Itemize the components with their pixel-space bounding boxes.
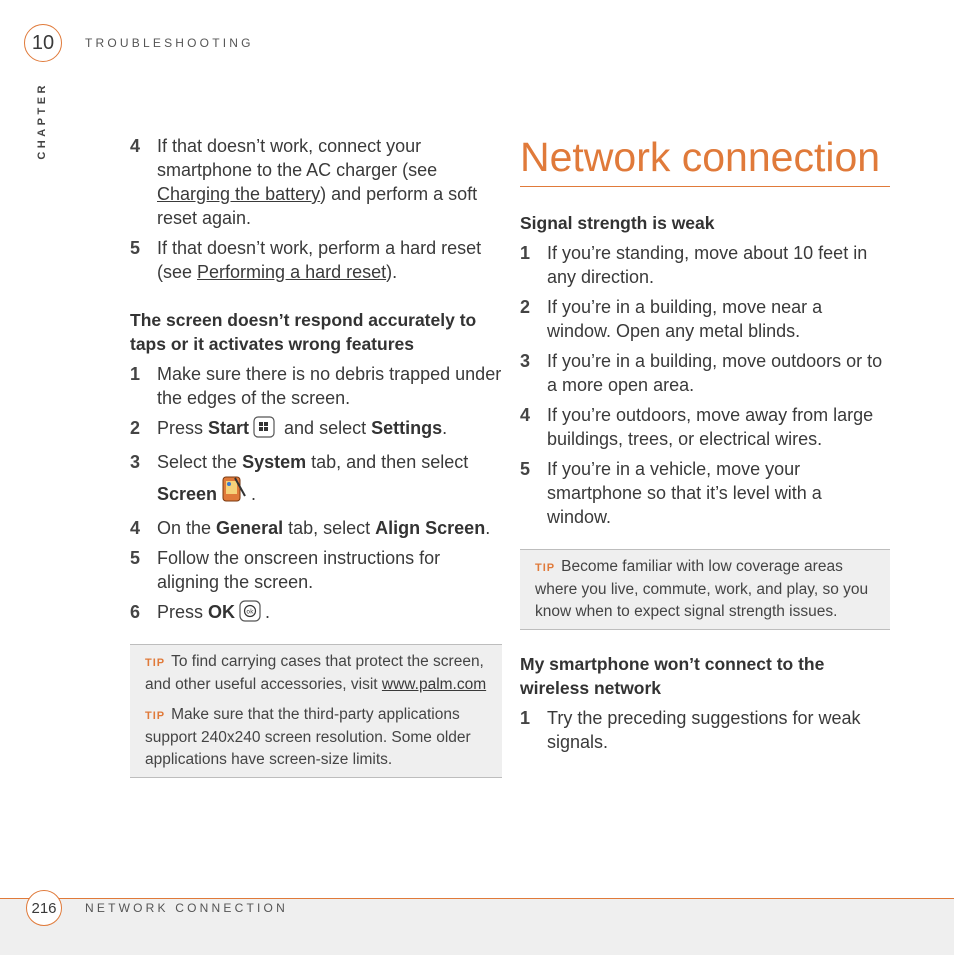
section-title: Network connection bbox=[520, 134, 890, 187]
charging-battery-link[interactable]: Charging the battery bbox=[157, 184, 321, 204]
list-item: 2 If you’re in a building, move near a window. Open any metal blinds. bbox=[520, 297, 823, 341]
step-number: 4 bbox=[130, 136, 141, 156]
list-item: 4 If you’re outdoors, move away from large buildings, trees, or electrical wires. bbox=[520, 405, 874, 449]
start-icon bbox=[253, 416, 275, 444]
list-item: 5 If that doesn’t work, perform a hard reset (see Performing a hard reset). bbox=[130, 238, 482, 282]
left-column bbox=[130, 134, 502, 778]
list-item: 1 If you’re standing, move about 10 feet in any direction. bbox=[520, 243, 868, 287]
chapter-number: 10 bbox=[31, 31, 55, 54]
right-column bbox=[520, 134, 890, 760]
step-number: 5 bbox=[130, 238, 141, 258]
hard-reset-link[interactable]: Performing a hard reset bbox=[197, 262, 387, 282]
tip: TIP Make sure that the third-party applications support 240x240 screen resolution. Some older applications have screen-size limits. bbox=[145, 706, 471, 768]
screen-issue-heading: The screen doesn’t respond accurately to taps or it activates wrong features bbox=[130, 310, 477, 354]
signal-steps bbox=[520, 241, 890, 529]
screen-settings-icon bbox=[221, 474, 247, 510]
tip: TIP Become familiar with low coverage areas where you live, commute, work, and play, so you know when to expect signal strength issues. bbox=[535, 558, 869, 620]
footer-section-title: NETWORK CONNECTION bbox=[85, 901, 288, 915]
running-head: TROUBLESHOOTING bbox=[85, 36, 254, 50]
tip-box bbox=[520, 549, 890, 630]
svg-text:ok: ok bbox=[246, 608, 254, 616]
signal-heading: Signal strength is weak bbox=[520, 213, 715, 233]
page-number-badge bbox=[26, 890, 62, 926]
palm-website-link[interactable]: www.palm.com bbox=[381, 676, 487, 693]
list-item: 5 Follow the onscreen instructions for aligning the screen. bbox=[130, 548, 441, 592]
wireless-heading: My smartphone won’t connect to the wireless network bbox=[520, 654, 825, 698]
list-item: 3 Select the System tab, and then select Screen . bbox=[130, 450, 502, 510]
list-item: 1 Try the preceding suggestions for weak signals. bbox=[520, 708, 861, 752]
list-item: 1 Make sure there is no debris trapped under the edges of the screen. bbox=[130, 364, 502, 408]
list-item: 2 Press Start and select Settings. bbox=[130, 416, 502, 444]
tip: TIP To find carrying cases that protect the screen, and other useful accessories, visit www.palm.com bbox=[145, 653, 487, 693]
tip-box bbox=[130, 644, 502, 778]
chapter-number-badge bbox=[24, 24, 62, 62]
list-item: 6 Press OK ok . bbox=[130, 600, 502, 628]
list-item: 4 If that doesn’t work, connect your smartphone to the AC charger (see Charging the battery) and perform a soft reset again. bbox=[130, 136, 478, 228]
list-item: 3 If you’re in a building, move outdoors or to a more open area. bbox=[520, 351, 883, 395]
ok-button-icon bbox=[239, 600, 261, 628]
page-number: 216 bbox=[31, 899, 57, 917]
list-item: 5 If you’re in a vehicle, move your smartphone so that it’s level with a window. bbox=[520, 459, 822, 527]
chapter-vertical-label: CHAPTER bbox=[36, 82, 48, 160]
list-item: 4 On the General tab, select Align Screen. bbox=[130, 518, 491, 538]
